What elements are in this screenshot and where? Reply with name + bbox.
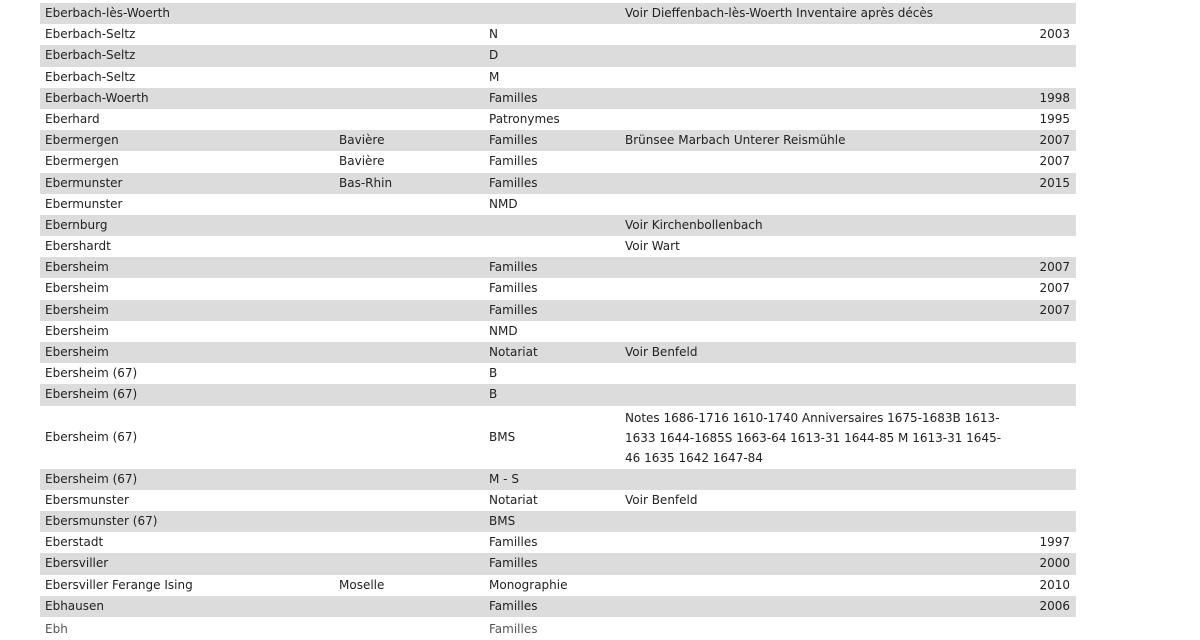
- table-row: [40, 278, 1076, 299]
- cell-locality: Eberhard: [45, 111, 100, 126]
- cell-type: NMD: [489, 323, 518, 338]
- table-row: [40, 596, 1076, 617]
- cell-notes: Notes 1686-1716 1610-1740 Anniversaires 1675-1683B 1613-1633 1644-1685S 1663-64 1613-31 1644-85 M 1613-31 1645-46 1635 1642 1647-84: [625, 410, 1002, 465]
- cell-type: Familles: [489, 302, 538, 317]
- table-row: [40, 490, 1076, 511]
- table-row: [40, 109, 1076, 130]
- cell-type: B: [489, 387, 498, 402]
- cell-type: Familles: [489, 260, 538, 275]
- cell-year: 2003: [1039, 27, 1070, 42]
- cell-type: Patronymes: [489, 111, 560, 126]
- cell-region: Bavière: [339, 154, 385, 169]
- cell-type: Notariat: [489, 345, 538, 359]
- cell-locality: Eberbach-Seltz: [45, 48, 136, 63]
- cell-locality: Ebersheim: [45, 345, 109, 359]
- cell-type: Familles: [489, 621, 538, 636]
- cell-type: Familles: [489, 154, 538, 169]
- cell-notes: Voir Benfeld: [625, 492, 698, 507]
- table-row: [40, 45, 1076, 66]
- cell-type: Familles: [489, 133, 538, 148]
- cell-notes: Brünsee Marbach Unterer Reismühle: [625, 133, 846, 148]
- cell-region: Bas-Rhin: [339, 175, 393, 190]
- cell-locality: Eberbach-lès-Woerth: [45, 6, 170, 20]
- table-row: [40, 88, 1076, 109]
- cell-type: BMS: [489, 513, 516, 528]
- cell-type: Notariat: [489, 492, 538, 507]
- table-row: [40, 321, 1076, 342]
- cell-locality: Ebernburg: [45, 217, 108, 232]
- cell-year: 2010: [1039, 577, 1070, 592]
- cell-type: Familles: [489, 535, 538, 550]
- cell-year: 1997: [1039, 535, 1070, 550]
- table-row: [40, 194, 1076, 215]
- table-row: [40, 151, 1076, 172]
- cell-locality: Ebermunster: [45, 196, 123, 211]
- cell-type: Monographie: [489, 577, 568, 592]
- cell-locality: Ebersheim: [45, 323, 109, 338]
- table-row: [40, 3, 1076, 24]
- table-row: [40, 363, 1076, 384]
- table-row: [40, 575, 1076, 596]
- cell-locality: Ebersheim (67): [45, 471, 138, 486]
- cell-locality: Ebermergen: [45, 133, 119, 148]
- cell-notes: Voir Benfeld: [625, 345, 698, 359]
- table-row: [40, 173, 1076, 194]
- cell-locality: Ebershardt: [45, 239, 111, 254]
- cell-year: 2007: [1039, 281, 1070, 296]
- table-row: [40, 469, 1076, 490]
- cell-year: 2007: [1039, 154, 1070, 169]
- cell-locality: Ebh: [45, 621, 68, 636]
- cell-locality: Ebersviller Ferange Ising: [45, 577, 193, 592]
- table-row: [40, 67, 1076, 88]
- table-row: [40, 24, 1076, 45]
- cell-year: 2006: [1039, 598, 1070, 613]
- table-row: [40, 553, 1076, 574]
- cell-type: NMD: [489, 196, 518, 211]
- cell-locality: Ebersheim: [45, 302, 109, 317]
- cell-type: Familles: [489, 175, 538, 190]
- cell-notes: Voir Kirchenbollenbach: [625, 217, 763, 232]
- cell-locality: Eberbach-Seltz: [45, 27, 136, 42]
- cell-locality: Ebersmunster (67): [45, 513, 158, 528]
- table-row: [40, 342, 1076, 363]
- cell-type: Familles: [489, 90, 538, 105]
- cell-year: 2007: [1039, 260, 1070, 275]
- table-row: [40, 511, 1076, 532]
- cell-year: 2007: [1039, 302, 1070, 317]
- cell-locality: Ebersheim (67): [45, 429, 138, 444]
- cell-type: Familles: [489, 281, 538, 296]
- cell-locality: Ebermergen: [45, 154, 119, 169]
- cell-locality: Ebersmunster: [45, 492, 129, 507]
- cell-locality: Ebermunster: [45, 175, 123, 190]
- table-row: [40, 532, 1076, 553]
- cell-year: 1998: [1039, 90, 1070, 105]
- table-row: [40, 236, 1076, 257]
- cell-type: Familles: [489, 598, 538, 613]
- cell-type: Familles: [489, 556, 538, 571]
- table-row: [40, 406, 1076, 469]
- cell-region: Bavière: [339, 133, 385, 148]
- cell-type: B: [489, 366, 498, 381]
- cell-type: M: [489, 69, 500, 84]
- cell-year: 1995: [1039, 111, 1070, 126]
- cell-region: Moselle: [339, 577, 385, 592]
- cell-locality: Ebersviller: [45, 556, 109, 571]
- cell-year: 2015: [1039, 175, 1070, 190]
- table-row: [40, 300, 1076, 321]
- cell-locality: Eberstadt: [45, 535, 104, 550]
- table-row: [40, 617, 1076, 636]
- table-row: [40, 130, 1076, 151]
- cell-locality: Ebhausen: [45, 598, 105, 613]
- cell-type: N: [489, 27, 498, 42]
- cell-locality: Ebersheim (67): [45, 366, 138, 381]
- cell-locality: Ebersheim: [45, 281, 109, 296]
- cell-locality: Eberbach-Seltz: [45, 69, 136, 84]
- table-row: [40, 257, 1076, 278]
- cell-type: D: [489, 48, 499, 63]
- cell-locality: Eberbach-Woerth: [45, 90, 149, 105]
- cell-type: M - S: [489, 471, 519, 486]
- cell-year: 2000: [1039, 556, 1070, 571]
- cell-type: BMS: [489, 429, 516, 444]
- table-row: [40, 384, 1076, 405]
- table-row: [40, 215, 1076, 236]
- cell-locality: Ebersheim: [45, 260, 109, 275]
- cell-notes: Voir Dieffenbach-lès-Woerth Inventaire après décès: [625, 6, 933, 20]
- spreadsheet-table: [40, 3, 1076, 636]
- cell-notes: Voir Wart: [625, 239, 680, 254]
- cell-year: 2007: [1039, 133, 1070, 148]
- cell-locality: Ebersheim (67): [45, 387, 138, 402]
